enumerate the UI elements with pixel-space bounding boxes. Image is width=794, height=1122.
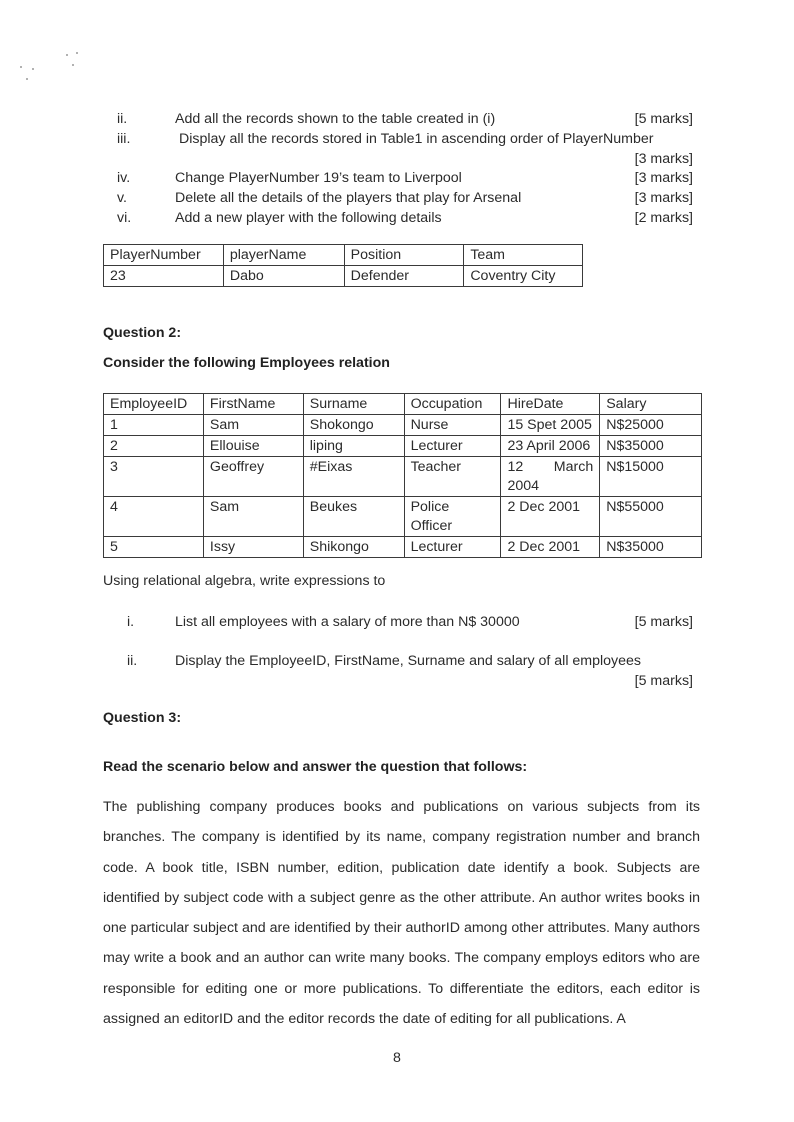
item-text: List all employees with a salary of more than N$ 30000 [175, 614, 520, 630]
table-cell: liping [303, 436, 404, 457]
table-cell: N$55000 [600, 497, 702, 537]
table-header-cell: Occupation [404, 394, 501, 415]
scan-specks [18, 48, 88, 88]
table-cell: 2 Dec 2001 [501, 497, 600, 537]
table-cell: 3 [104, 457, 204, 497]
table-cell: 4 [104, 497, 204, 537]
item-number: vi. [117, 210, 132, 226]
item-number: iv. [117, 170, 131, 186]
item-text: Change PlayerNumber 19’s team to Liverpool [175, 170, 462, 186]
table-cell: N$15000 [600, 457, 702, 497]
item-marks: [3 marks] [634, 190, 693, 206]
table-row [104, 537, 702, 558]
table-header-cell: HireDate [501, 394, 600, 415]
table-cell: Lecturer [404, 537, 501, 558]
table-cell: Defender [344, 266, 464, 287]
table-row [104, 266, 583, 287]
table-cell: N$35000 [600, 436, 702, 457]
question-item [117, 612, 693, 632]
table-cell: Sam [203, 497, 303, 537]
table-cell: 23 [104, 266, 224, 287]
question-item [117, 129, 693, 149]
table-header-cell: Salary [600, 394, 702, 415]
table-cell: Nurse [404, 415, 501, 436]
table-cell: Shikongo [303, 537, 404, 558]
item-number: ii. [127, 653, 138, 669]
question-item [117, 651, 693, 671]
table-cell: Ellouise [203, 436, 303, 457]
question-item [117, 109, 693, 129]
item-marks: [2 marks] [634, 210, 693, 226]
table-row [104, 415, 702, 436]
player-table [103, 244, 583, 287]
question2-subheading: Consider the following Employees relation [103, 355, 390, 371]
table-cell: Shokongo [303, 415, 404, 436]
table-header-cell: Surname [303, 394, 404, 415]
table-cell: Sam [203, 415, 303, 436]
table-header-cell: PlayerNumber [104, 245, 224, 266]
question1-items [117, 109, 693, 228]
table-cell: Police Officer [404, 497, 501, 537]
item-text: Add a new player with the following details [175, 210, 442, 226]
table-cell: 5 [104, 537, 204, 558]
item-marks: [5 marks] [634, 614, 693, 630]
table-cell: 2 [104, 436, 204, 457]
item-marks: [3 marks] [634, 170, 693, 186]
table-cell: Lecturer [404, 436, 501, 457]
item-text: Display all the records stored in Table1 in ascending order of PlayerNumber [179, 131, 654, 147]
question-item [117, 208, 693, 228]
question2-items [117, 612, 693, 632]
item-number: v. [117, 190, 127, 206]
table-cell: 12 March 2004 [501, 457, 600, 497]
table-row [104, 497, 702, 537]
item-marks: [5 marks] [634, 111, 693, 127]
table-cell: Coventry City [464, 266, 583, 287]
table-header-cell: Position [344, 245, 464, 266]
table-cell: 15 Spet 2005 [501, 415, 600, 436]
table-cell: Dabo [223, 266, 344, 287]
item-number: ii. [117, 111, 128, 127]
item-text: Display the EmployeeID, FirstName, Surname and salary of all employees [175, 653, 642, 669]
table-header-row [104, 394, 702, 415]
table-cell: #Eixas [303, 457, 404, 497]
table-cell: Teacher [404, 457, 501, 497]
item-number: iii. [117, 131, 131, 147]
table-cell: 1 [104, 415, 204, 436]
table-cell: 23 April 2006 [501, 436, 600, 457]
table-header-cell: Team [464, 245, 583, 266]
item-marks: [5 marks] [634, 673, 693, 689]
question-item-marks [117, 671, 693, 691]
table-row [104, 436, 702, 457]
scenario-paragraph: The publishing company produces books and publications on various subjects from its branches. The company is identified by its name, company registration number and branch code. A book title, ISBN number, edition, publication date identify a book. Subjects are identified by subject code with a subject genre as the other attribute. An author writes books in one particular subject and are identified by their authorID among other attributes. Many authors may write a book and an author can write many books. The company employs editors who are responsible for editing one or more publications. To differentiate the editors, each editor is assigned an editorID and the editor records the date of editing for all publications. A [103, 799, 700, 1028]
table-row [104, 457, 702, 497]
table-cell: Geoffrey [203, 457, 303, 497]
employees-table [103, 393, 702, 558]
item-number: i. [127, 614, 135, 630]
question-item [117, 188, 693, 208]
table-header-cell: FirstName [203, 394, 303, 415]
question-item [117, 168, 693, 188]
table-cell: N$25000 [600, 415, 702, 436]
item-marks: [3 marks] [634, 151, 693, 167]
question3-heading: Question 3: [103, 710, 182, 726]
question-item [117, 149, 693, 168]
question3-subheading: Read the scenario below and answer the question that follows: [103, 759, 528, 775]
table-cell: Issy [203, 537, 303, 558]
relational-algebra-instruction: Using relational algebra, write expressions to [103, 573, 386, 589]
table-cell: Beukes [303, 497, 404, 537]
table-cell: N$35000 [600, 537, 702, 558]
table-header-cell: playerName [223, 245, 344, 266]
table-header-row [104, 245, 583, 266]
item-text: Delete all the details of the players that play for Arsenal [175, 190, 522, 206]
page-number: 8 [393, 1050, 401, 1066]
table-cell: 2 Dec 2001 [501, 537, 600, 558]
item-text: Add all the records shown to the table created in (i) [175, 111, 496, 127]
question2-items-b [117, 651, 693, 691]
table-header-cell: EmployeeID [104, 394, 204, 415]
question2-heading: Question 2: [103, 325, 182, 341]
